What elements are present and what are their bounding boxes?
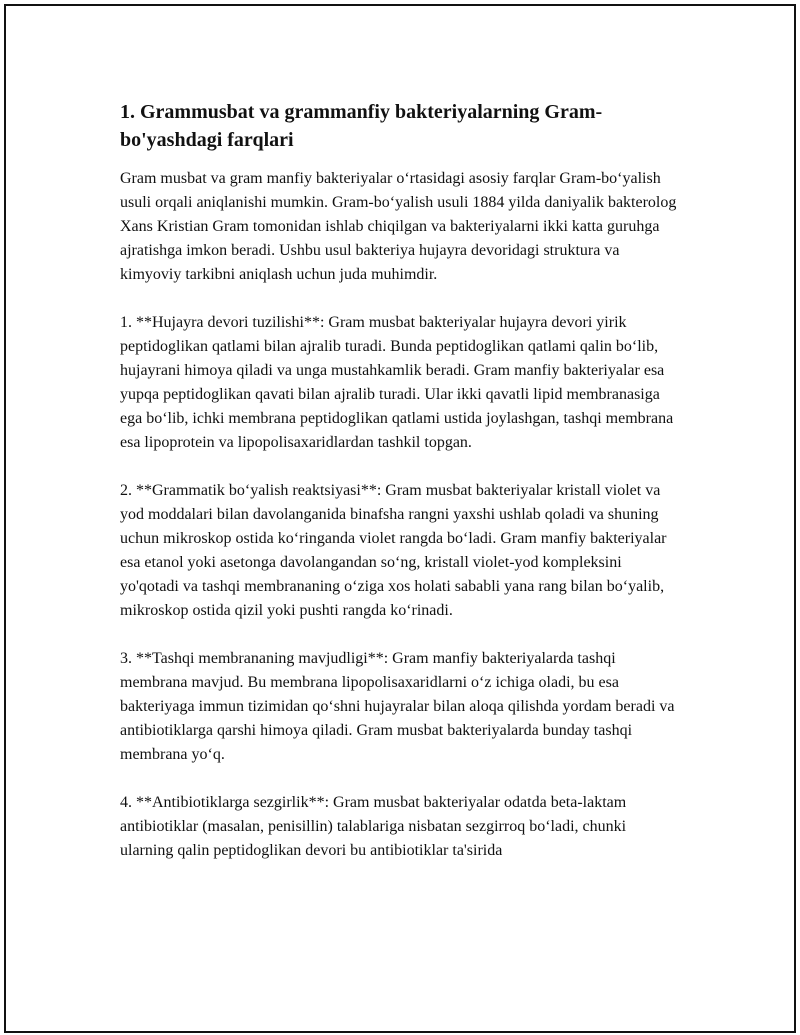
document-body bbox=[120, 98, 680, 863]
page-frame bbox=[4, 4, 796, 1033]
intro-paragraph: Gram musbat va gram manfiy bakteriyalar o‘rtasidagi asosiy farqlar Gram-bo‘yalish usuli orqali aniqlanishi mumkin. Gram-bo‘yalish usuli 1884 yilda daniyalik bakterolog Xans Kristian Gram tomonidan ishlab chiqilgan va bakteriyalarni ikki katta guruhga ajratishga imkon beradi. Ushbu usul bakteriya hujayra devoridagi struktura va kimyoviy tarkibni aniqlash uchun juda muhimdir. bbox=[120, 170, 677, 283]
point-antibiotic-sensitivity: 4. **Antibiotiklarga sezgirlik**: Gram musbat bakteriyalar odatda beta-laktam antibiotiklar (masalan, penisillin) talablariga nisbatan sezgirroq bo‘ladi, chunki ularning qalin peptidoglikan devori bu antibiotiklar ta'sirida bbox=[120, 794, 627, 859]
point-outer-membrane: 3. **Tashqi membrananing mavjudligi**: Gram manfiy bakteriyalarda tashqi membrana mavjud. Bu membrana lipopolisaxaridlarni o‘z ichiga oladi, bu esa bakteriyaga immun tizimidan qo‘shni hujayralar bilan aloqa qilishda yordam beradi va antibiotiklarga qarshi himoya qiladi. Gram musbat bakteriyalarda bunday tashqi membrana yo‘q. bbox=[120, 650, 675, 763]
point-staining-reaction: 2. **Grammatik bo‘yalish reaktsiyasi**: Gram musbat bakteriyalar kristall violet va yod moddalari bilan davolanganida binafsha rangni yaxshi ushlab qoladi va shuning uchun mikroskop ostida ko‘ringanda violet rangda bo‘ladi. Gram manfiy bakteriyalar esa etanol yoki asetonga davolangandan so‘ng, kristall violet-yod kompleksini yo'qotadi va tashqi membrananing o‘ziga xos holati sababli yana rang bilan bo‘yalib, mikroskop ostida qizil yoki pushti rangda ko‘rinadi. bbox=[120, 482, 667, 619]
document-title: 1. Grammusbat va grammanfiy bakteriyalarning Gram-bo'yashdagi farqlari bbox=[120, 101, 603, 151]
point-cell-wall-structure: 1. **Hujayra devori tuzilishi**: Gram musbat bakteriyalar hujayra devori yirik peptidoglikan qatlami bilan ajralib turadi. Bunda peptidoglikan qatlami qalin bo‘lib, hujayrani himoya qiladi va unga mustahkamlik beradi. Gram manfiy bakteriyalar esa yupqa peptidoglikan qavati bilan ajralib turadi. Ular ikki qavatli lipid membranasiga ega bo‘lib, ichki membrana peptidoglikan qatlami ustida joylashgan, tashqi membrana esa lipoprotein va lipopolisaxaridlardan tashkil topgan. bbox=[120, 314, 674, 451]
